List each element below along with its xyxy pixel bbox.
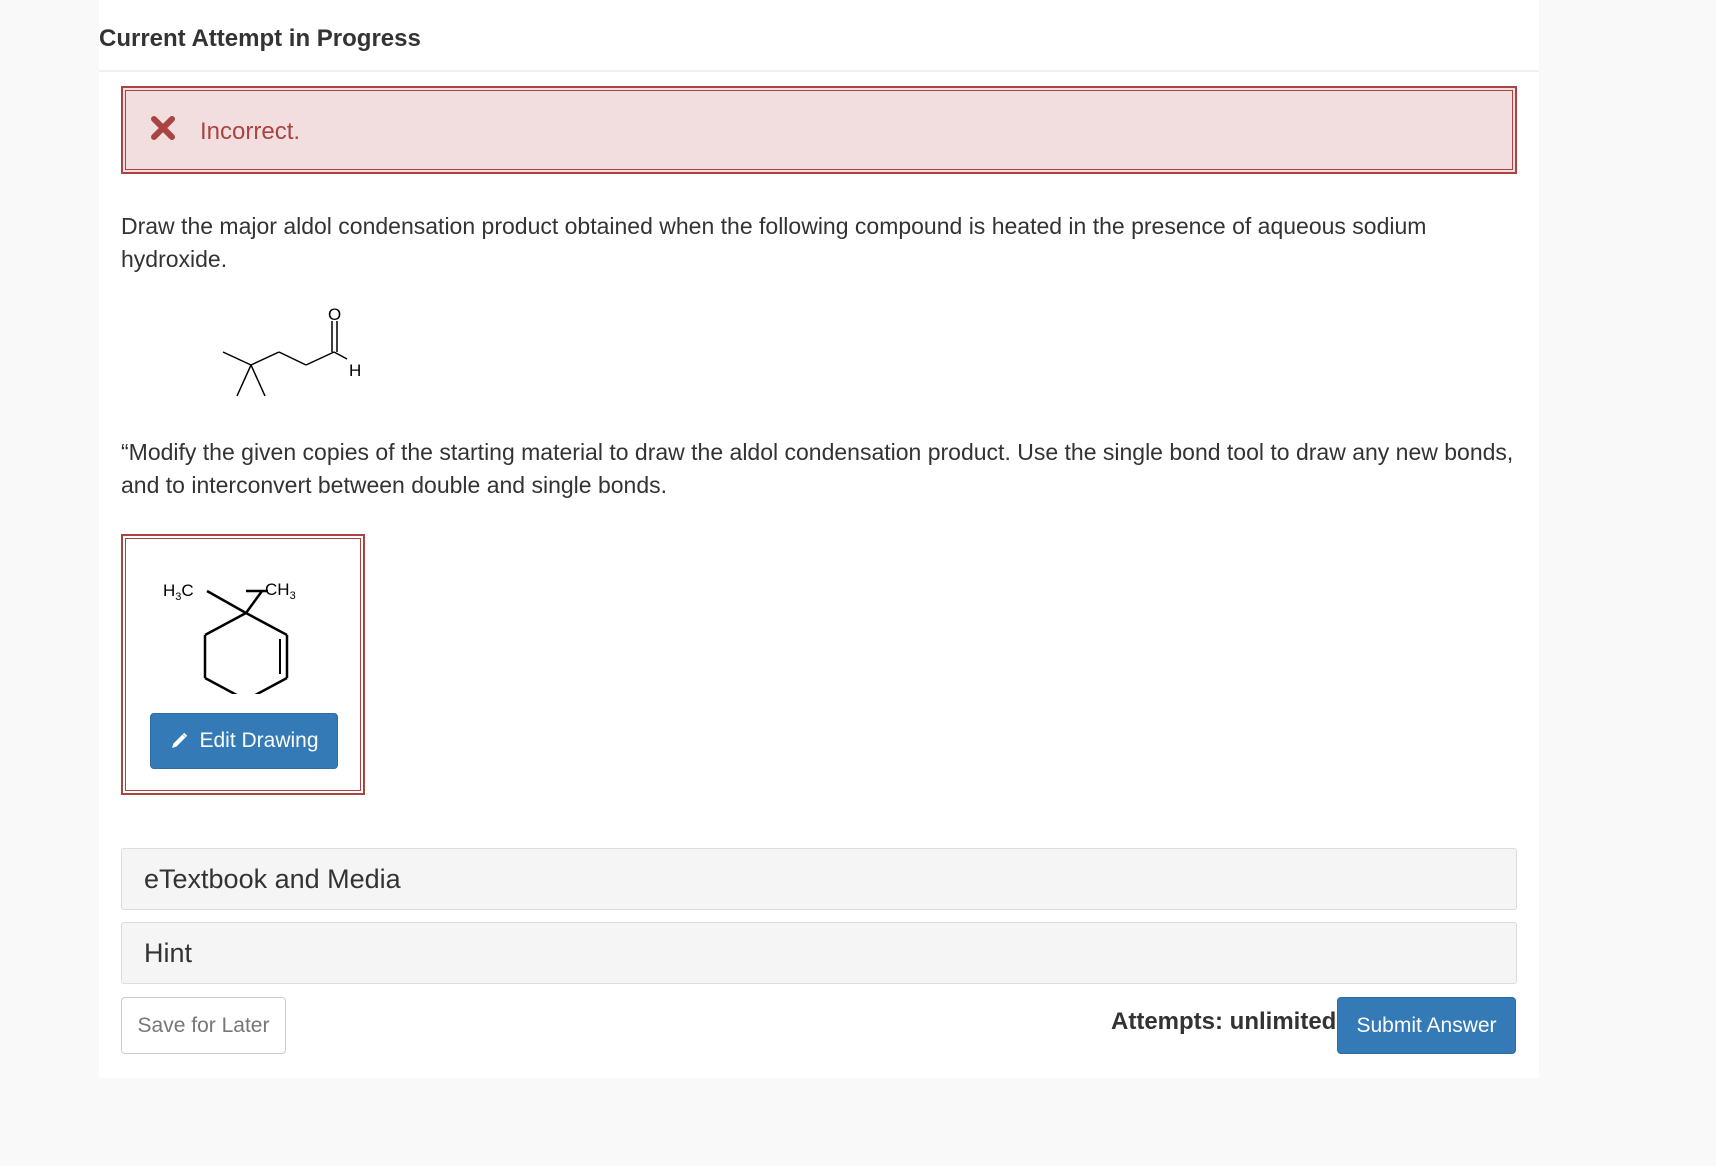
page-title: Current Attempt in Progress	[99, 25, 421, 52]
feedback-status: Incorrect.	[200, 118, 301, 145]
bond	[246, 678, 287, 694]
answer-molecule-structure	[163, 554, 323, 694]
instruction-text: “Modify the given copies of the starting material to draw the aldol condensation product. Use the single bond tool to draw any new bonds, and to interconvert between double and single bonds.	[121, 439, 1514, 498]
starting-compound-structure	[219, 306, 379, 402]
close-icon	[149, 114, 177, 142]
bond	[246, 591, 262, 613]
incorrect-alert	[121, 86, 1517, 174]
accordion-label: Hint	[144, 938, 193, 968]
bond	[223, 352, 251, 365]
drawing-answer-box	[121, 534, 365, 795]
left-methyl-label: $H_3C$	[163, 581, 194, 603]
bond	[205, 613, 246, 635]
bond	[279, 352, 306, 365]
right-methyl-label: $CH_3$	[265, 580, 296, 602]
edit-drawing-button[interactable]	[150, 713, 338, 769]
etextbook-media-accordion[interactable]	[121, 848, 1517, 910]
pencil-icon	[169, 731, 189, 751]
panel-heading	[99, 0, 1539, 72]
question-text: Draw the major aldol condensation product obtained when the following compound is heated in the presence of aqueous sodium hydroxide.	[121, 213, 1427, 272]
submit-answer-button[interactable]: Submit Answer	[1337, 997, 1516, 1054]
edit-drawing-label: Edit Drawing	[199, 729, 319, 752]
hint-accordion[interactable]	[121, 922, 1517, 984]
bond	[237, 365, 251, 396]
bond	[251, 365, 265, 396]
accordion-label: eTextbook and Media	[144, 864, 401, 894]
bond	[205, 678, 246, 694]
bond	[251, 352, 279, 365]
bond	[334, 352, 347, 359]
bond	[306, 352, 334, 365]
oxygen-label: O	[328, 306, 342, 324]
bond	[246, 613, 287, 635]
hydrogen-label: H	[349, 361, 362, 380]
save-for-later-button[interactable]: Save for Later	[121, 997, 286, 1054]
attempts-label: Attempts: unlimited	[1111, 1008, 1337, 1035]
question-panel	[99, 0, 1539, 1078]
bond	[207, 591, 246, 613]
